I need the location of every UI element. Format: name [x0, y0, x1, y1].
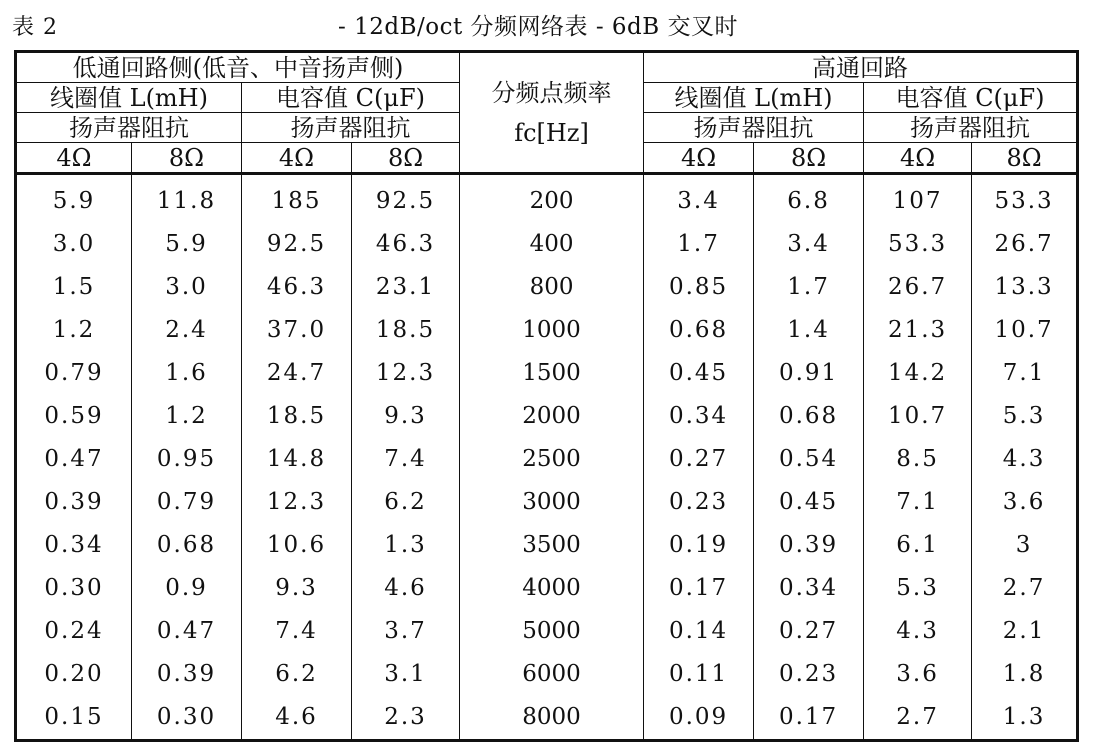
value-cell: 37.0 [242, 308, 352, 351]
table-row [16, 696, 1078, 741]
value-cell: 3.0 [132, 265, 242, 308]
value-cell: 0.79 [132, 480, 242, 523]
value-cell: 9.3 [242, 567, 352, 610]
impedance-8ohm: 8Ω [352, 143, 460, 174]
value-cell: 13.3 [972, 265, 1078, 308]
value-cell: 0.68 [644, 308, 754, 351]
value-cell: 0.14 [644, 610, 754, 653]
value-cell: 0.34 [754, 567, 864, 610]
value-cell: 6.1 [864, 524, 972, 567]
high-cap-impedance-header: 扬声器阻抗 [864, 113, 1078, 143]
value-cell: 53.3 [864, 222, 972, 265]
value-cell: 5.9 [132, 222, 242, 265]
value-cell: 7.4 [242, 610, 352, 653]
value-cell: 3.4 [644, 174, 754, 223]
value-cell: 6.2 [352, 480, 460, 523]
value-cell: 0.85 [644, 265, 754, 308]
frequency-cell: 1000 [460, 308, 644, 351]
value-cell: 3.4 [754, 222, 864, 265]
value-cell: 26.7 [972, 222, 1078, 265]
value-cell: 5.3 [972, 394, 1078, 437]
value-cell: 12.3 [242, 480, 352, 523]
value-cell: 0.20 [16, 653, 132, 696]
high-coil-header: 线圈值 L(mH) [644, 83, 864, 113]
value-cell: 0.91 [754, 351, 864, 394]
value-cell: 2.1 [972, 610, 1078, 653]
value-cell: 7.4 [352, 437, 460, 480]
value-cell: 0.54 [754, 437, 864, 480]
value-cell: 4.3 [972, 437, 1078, 480]
value-cell: 10.6 [242, 524, 352, 567]
low-coil-impedance-header: 扬声器阻抗 [16, 113, 242, 143]
value-cell: 0.17 [644, 567, 754, 610]
value-cell: 1.8 [972, 653, 1078, 696]
frequency-cell: 3000 [460, 480, 644, 523]
frequency-cell: 6000 [460, 653, 644, 696]
table-number: 表 2 [12, 15, 58, 40]
value-cell: 0.27 [754, 610, 864, 653]
value-cell: 1.6 [132, 351, 242, 394]
frequency-cell: 4000 [460, 567, 644, 610]
high-coil-impedance-header: 扬声器阻抗 [644, 113, 864, 143]
value-cell: 3.6 [972, 480, 1078, 523]
value-cell: 18.5 [242, 394, 352, 437]
value-cell: 10.7 [972, 308, 1078, 351]
impedance-4ohm: 4Ω [864, 143, 972, 174]
table-row [16, 222, 1078, 265]
value-cell: 0.19 [644, 524, 754, 567]
value-cell: 0.68 [754, 394, 864, 437]
value-cell: 46.3 [352, 222, 460, 265]
table-row [16, 480, 1078, 523]
impedance-8ohm: 8Ω [132, 143, 242, 174]
low-pass-header: 低通回路侧(低音、中音扬声侧) [16, 52, 460, 83]
value-cell: 9.3 [352, 394, 460, 437]
value-cell: 0.11 [644, 653, 754, 696]
value-cell: 1.2 [16, 308, 132, 351]
impedance-4ohm: 4Ω [644, 143, 754, 174]
value-cell: 3.0 [16, 222, 132, 265]
value-cell: 0.59 [16, 394, 132, 437]
value-cell: 92.5 [242, 222, 352, 265]
value-cell: 0.47 [132, 610, 242, 653]
high-cap-header: 电容值 C(μF) [864, 83, 1078, 113]
value-cell: 0.15 [16, 696, 132, 741]
value-cell: 92.5 [352, 174, 460, 223]
table-row [16, 394, 1078, 437]
value-cell: 24.7 [242, 351, 352, 394]
crossover-frequency-header [460, 52, 644, 174]
low-cap-header: 电容值 C(μF) [242, 83, 460, 113]
table-row [16, 653, 1078, 696]
value-cell: 0.17 [754, 696, 864, 741]
value-cell: 23.1 [352, 265, 460, 308]
value-cell: 1.7 [754, 265, 864, 308]
impedance-4ohm: 4Ω [242, 143, 352, 174]
value-cell: 21.3 [864, 308, 972, 351]
value-cell: 4.3 [864, 610, 972, 653]
table-row [16, 524, 1078, 567]
value-cell: 26.7 [864, 265, 972, 308]
value-cell: 0.39 [132, 653, 242, 696]
value-cell: 53.3 [972, 174, 1078, 223]
table-row [16, 567, 1078, 610]
value-cell: 0.23 [644, 480, 754, 523]
value-cell: 0.24 [16, 610, 132, 653]
table-row [16, 437, 1078, 480]
value-cell: 5.9 [16, 174, 132, 223]
table-title: - 12dB/oct 分频网络表 - 6dB 交叉时 [338, 14, 738, 40]
value-cell: 0.9 [132, 567, 242, 610]
value-cell: 46.3 [242, 265, 352, 308]
frequency-cell: 1500 [460, 351, 644, 394]
value-cell: 1.2 [132, 394, 242, 437]
value-cell: 0.34 [16, 524, 132, 567]
table-row [16, 610, 1078, 653]
frequency-cell: 8000 [460, 696, 644, 741]
value-cell: 3.6 [864, 653, 972, 696]
value-cell: 3.1 [352, 653, 460, 696]
value-cell: 0.95 [132, 437, 242, 480]
value-cell: 0.27 [644, 437, 754, 480]
impedance-8ohm: 8Ω [754, 143, 864, 174]
value-cell: 2.7 [972, 567, 1078, 610]
low-coil-header: 线圈值 L(mH) [16, 83, 242, 113]
frequency-cell: 3500 [460, 524, 644, 567]
frequency-cell: 2500 [460, 437, 644, 480]
value-cell: 0.39 [16, 480, 132, 523]
value-cell: 4.6 [352, 567, 460, 610]
value-cell: 7.1 [864, 480, 972, 523]
frequency-cell: 800 [460, 265, 644, 308]
frequency-label: 分频点频率 [491, 78, 612, 107]
value-cell: 0.68 [132, 524, 242, 567]
value-cell: 14.2 [864, 351, 972, 394]
value-cell: 6.8 [754, 174, 864, 223]
value-cell: 0.30 [132, 696, 242, 741]
value-cell: 1.7 [644, 222, 754, 265]
value-cell: 1.5 [16, 265, 132, 308]
value-cell: 11.8 [132, 174, 242, 223]
value-cell: 7.1 [972, 351, 1078, 394]
frequency-cell: 5000 [460, 610, 644, 653]
value-cell: 185 [242, 174, 352, 223]
value-cell: 2.7 [864, 696, 972, 741]
low-cap-impedance-header: 扬声器阻抗 [242, 113, 460, 143]
table-body [16, 174, 1078, 741]
value-cell: 2.3 [352, 696, 460, 741]
table-row [16, 265, 1078, 308]
value-cell: 2.4 [132, 308, 242, 351]
value-cell: 1.4 [754, 308, 864, 351]
frequency-cell: 200 [460, 174, 644, 223]
value-cell: 1.3 [972, 696, 1078, 741]
table-row [16, 174, 1078, 223]
value-cell: 1.3 [352, 524, 460, 567]
value-cell: 6.2 [242, 653, 352, 696]
value-cell: 0.30 [16, 567, 132, 610]
crossover-table [14, 50, 1079, 742]
value-cell: 0.79 [16, 351, 132, 394]
value-cell: 0.39 [754, 524, 864, 567]
value-cell: 10.7 [864, 394, 972, 437]
value-cell: 4.6 [242, 696, 352, 741]
value-cell: 5.3 [864, 567, 972, 610]
value-cell: 107 [864, 174, 972, 223]
frequency-cell: 2000 [460, 394, 644, 437]
frequency-unit: fc[Hz] [514, 118, 589, 147]
frequency-cell: 400 [460, 222, 644, 265]
value-cell: 0.23 [754, 653, 864, 696]
value-cell: 14.8 [242, 437, 352, 480]
value-cell: 18.5 [352, 308, 460, 351]
value-cell: 0.47 [16, 437, 132, 480]
value-cell: 0.09 [644, 696, 754, 741]
table-row [16, 351, 1078, 394]
impedance-8ohm: 8Ω [972, 143, 1078, 174]
value-cell: 0.34 [644, 394, 754, 437]
high-pass-header: 高通回路 [644, 52, 1078, 83]
table-row [16, 308, 1078, 351]
value-cell: 3 [972, 524, 1078, 567]
value-cell: 3.7 [352, 610, 460, 653]
value-cell: 12.3 [352, 351, 460, 394]
value-cell: 0.45 [754, 480, 864, 523]
value-cell: 8.5 [864, 437, 972, 480]
value-cell: 0.45 [644, 351, 754, 394]
impedance-4ohm: 4Ω [16, 143, 132, 174]
